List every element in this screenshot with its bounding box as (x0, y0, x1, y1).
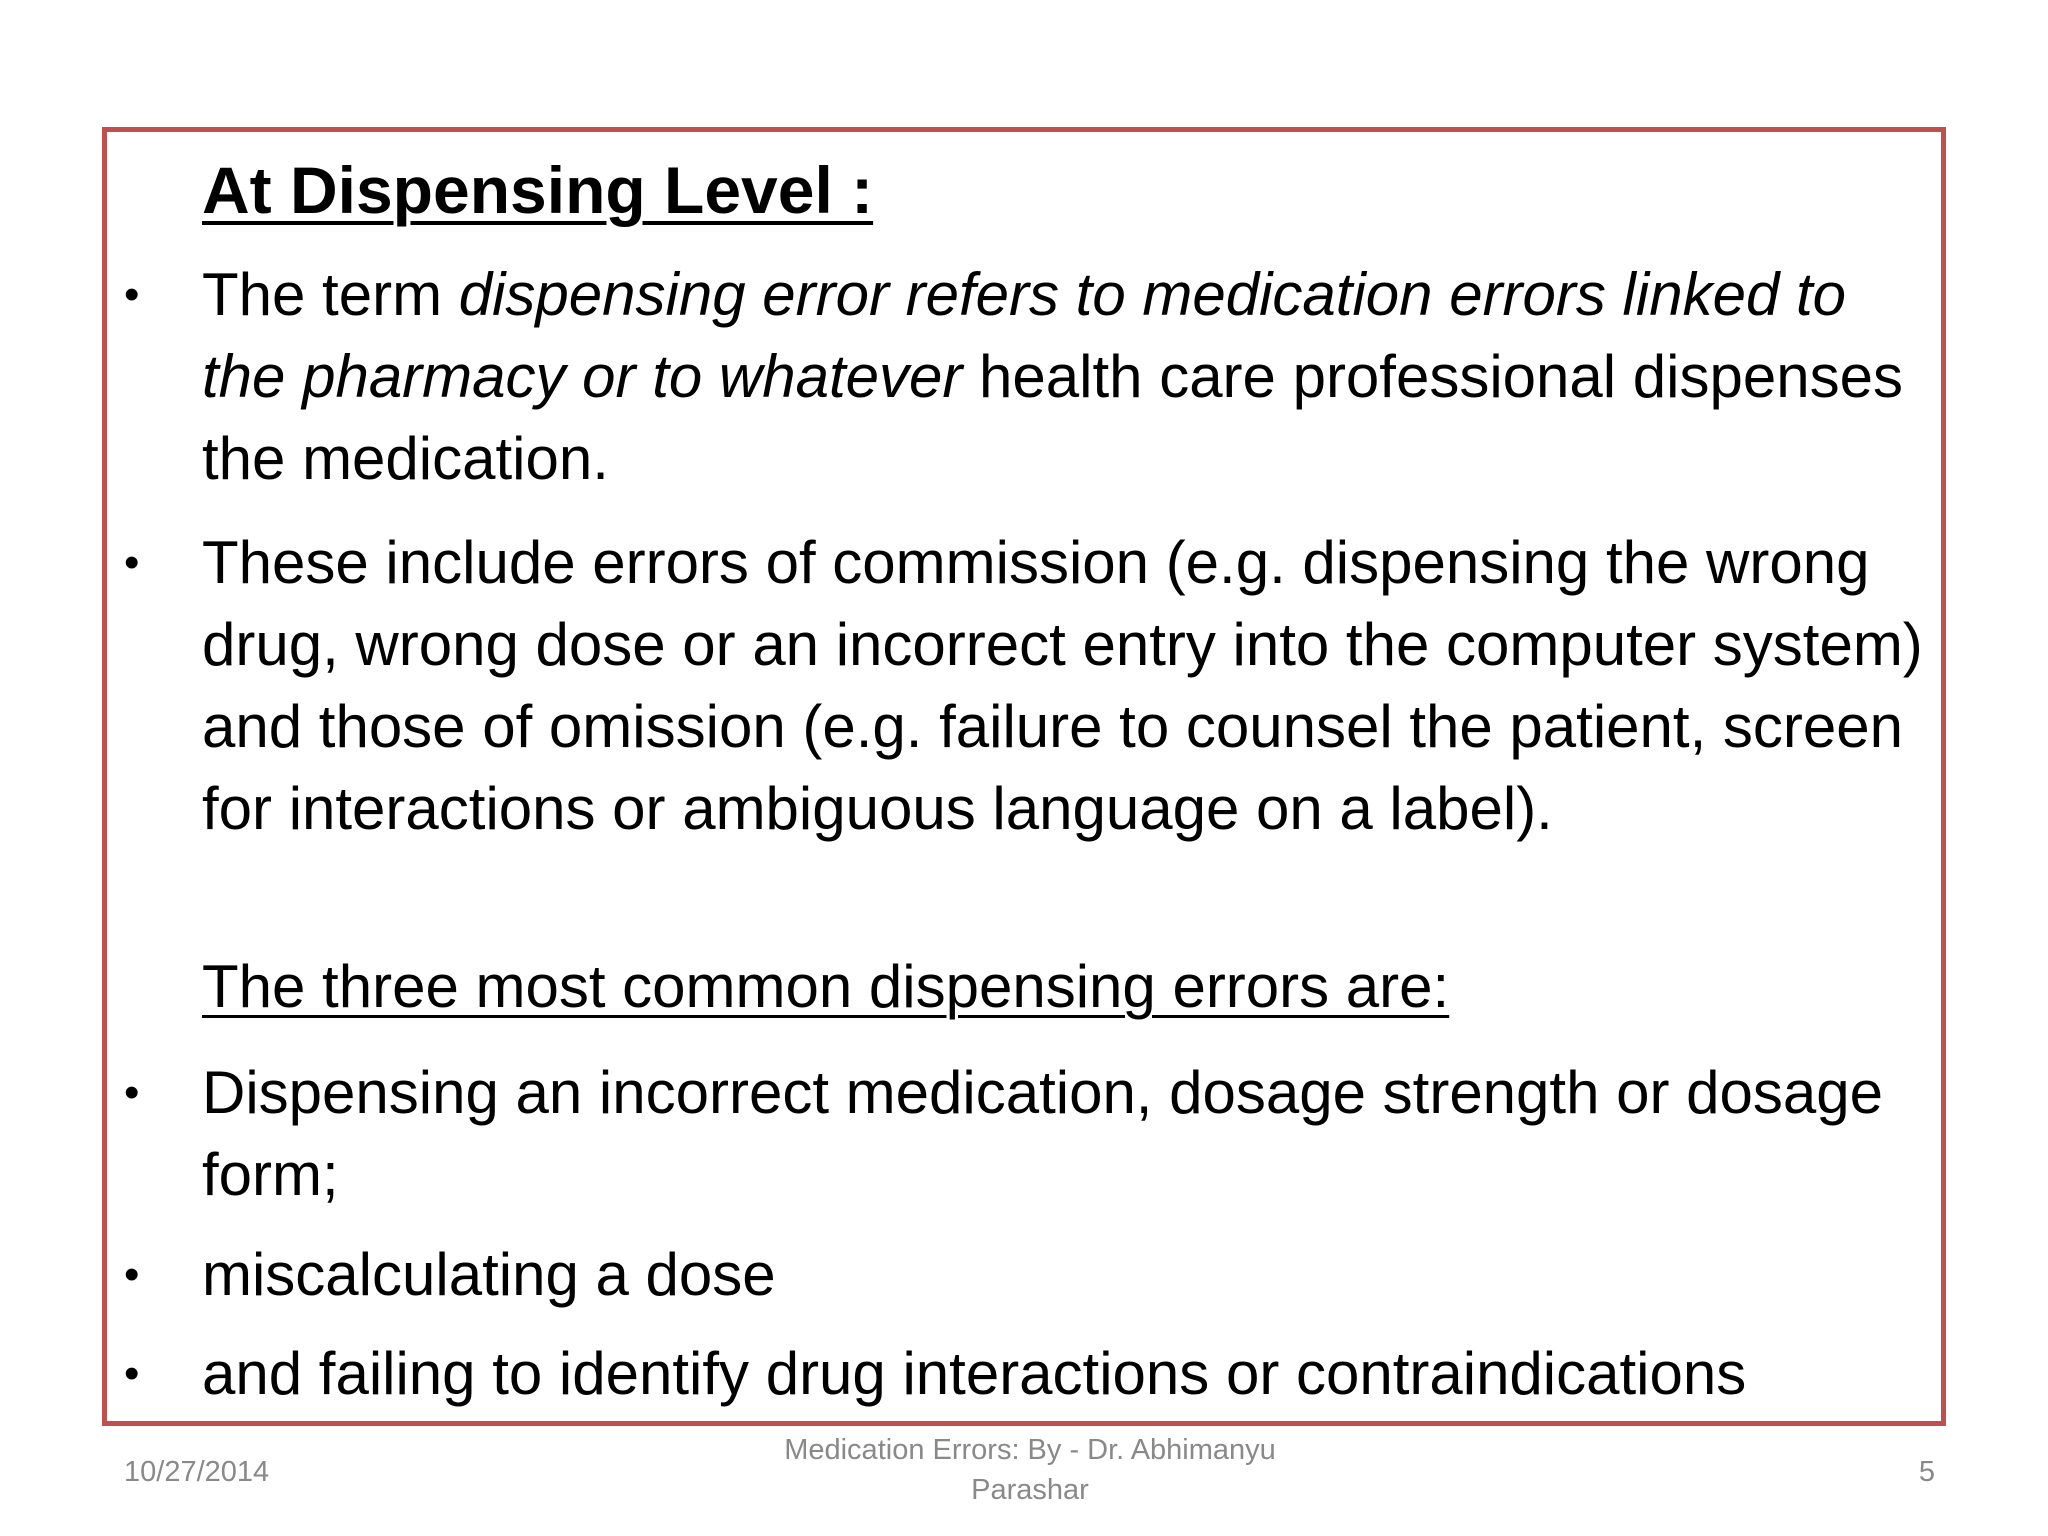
error-item-1 (124, 1052, 1942, 1216)
bullet-icon: • (124, 1250, 140, 1299)
error-item-3 (124, 1333, 1942, 1415)
bullet-icon: • (124, 270, 140, 319)
paragraph-1-italic: dispensing error refers to medication errors linked to the pharmacy or to whatever (202, 261, 1847, 410)
bullet-icon: • (124, 538, 140, 587)
paragraph-1-text-start: The term (202, 261, 459, 328)
bullet-paragraph-2 (124, 522, 1942, 850)
footer-date: 10/27/2014 (124, 1456, 270, 1488)
footer-page-number: 5 (1918, 1456, 1935, 1488)
bullet-icon: • (124, 1349, 140, 1398)
error-item-text: and failing to identify drug interactions or contraindications (202, 1340, 1747, 1407)
error-item-text: Dispensing an incorrect medication, dosage strength or dosage form; (202, 1059, 1883, 1208)
error-item-2 (124, 1234, 1942, 1316)
errors-subheading: The three most common dispensing errors are: (202, 953, 1450, 1020)
bullet-paragraph-1 (124, 254, 1942, 500)
footer-title: Medication Errors: By - Dr. Abhimanyu Parashar (784, 1434, 1276, 1506)
bullet-icon: • (124, 1068, 140, 1117)
error-item-text: miscalculating a dose (202, 1241, 776, 1308)
paragraph-1-text-end: health care professional dispenses the medication. (202, 343, 1903, 492)
paragraph-2-text: These include errors of commission (e.g. dispensing the wrong drug, wrong dose or an incorrect entry into the computer system) and those of omission (e.g. failure to counsel the patient, screen for interactions or ambiguous language on a label). (202, 529, 1923, 842)
slide-heading: At Dispensing Level : (202, 153, 874, 227)
